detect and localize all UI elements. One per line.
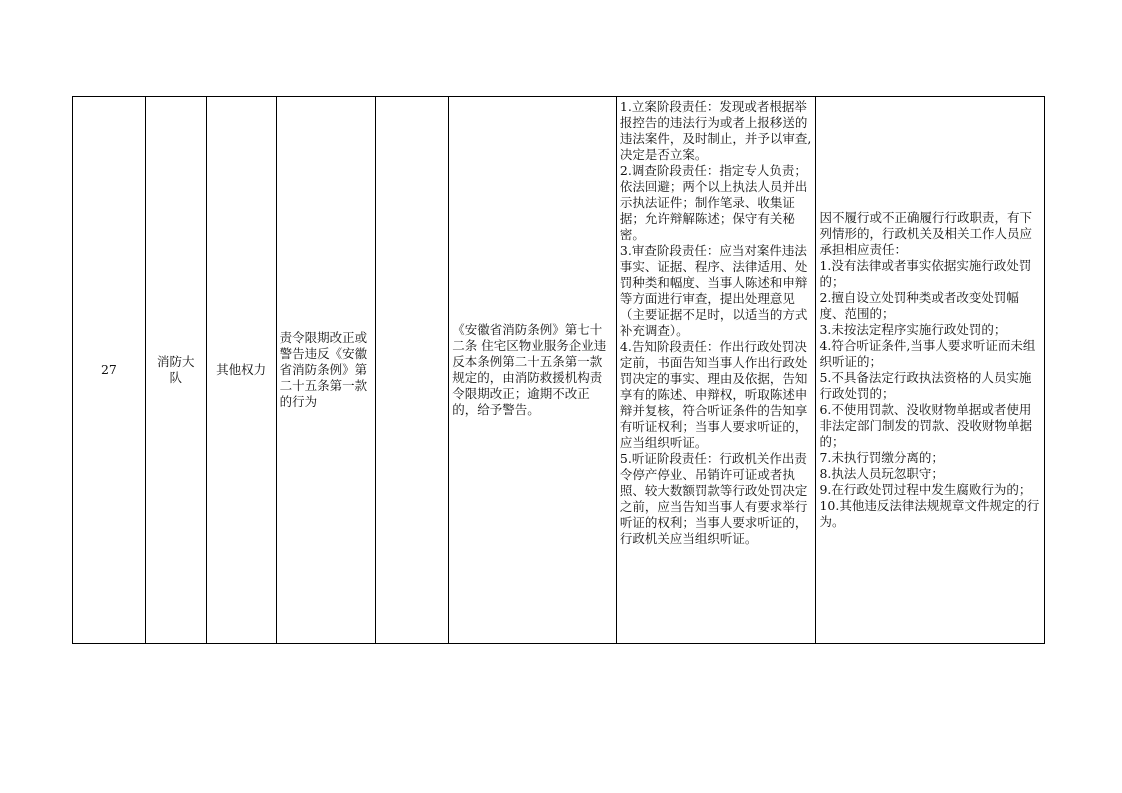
liability-item: 8.执法人员玩忽职守； [819,466,944,481]
liability-list [819,210,1041,530]
responsibility-cell [617,97,817,643]
power-type: 其他权力 [216,362,267,377]
liability-cell [816,97,1044,643]
liability-item: 6.不使用罚款、没收财物单据或者使用非法定部门制发的罚款、没收财物单据的； [819,402,1032,449]
responsibility-list [620,99,813,547]
item-name-cell [277,97,377,643]
responsibility-item: 1.立案阶段责任：发现或者根据举报控告的违法行为或者上报移送的违法案件，及时制止，并予以审查,决定是否立案。 [619,99,812,162]
responsibility-item: 5.听证阶段责任：行政机关作出责令停产停业、吊销许可证或者执照、较大数额罚款等行政处罚决定之前，应当告知当事人有要求举行听证的权利；当事人要求听证的，行政机关应当组织听证。 [619,451,808,546]
department-cell [146,97,207,643]
row-number-cell [73,97,146,643]
liability-item: 7.未执行罚缴分离的； [819,450,944,465]
liability-item: 10.其他违反法律法规规章文件规定的行为。 [819,498,1040,529]
liability-item: 2.擅自设立处罚种类或者改变处罚幅度、范围的； [819,290,1019,321]
liability-item: 1.没有法律或者事实依据实施行政处罚的； [819,258,1032,289]
responsibility-item: 4.告知阶段责任：作出行政处罚决定前，书面告知当事人作出行政处罚决定的事实、理由及依据，告知享有的陈述、申辩权，听取陈述申辩并复核，符合听证条件的告知享有听证权利；当事人要求听证的，应当组织听证。 [619,339,808,450]
liability-intro: 因不履行或不正确履行行政职责，有下列情形的，行政机关及相关工作人员应承担相应责任： [819,210,1032,257]
responsibility-item: 3.审查阶段责任：应当对案件违法事实、证据、程序、法律适用、处罚种类和幅度、当事人陈述和申辩等方面进行审查，提出处理意见（主要证据不足时，以适当的方式补充调查）。 [619,243,808,338]
department-name: 消防大队 [157,354,195,385]
row-number: 27 [100,362,117,377]
responsibility-item: 2.调查阶段责任：指定专人负责；依法回避；两个以上执法人员并出示执法证件；制作笔录、收集证据；允许辩解陈述；保守有关秘密。 [619,163,808,242]
liability-item: 9.在行政处罚过程中发生腐败行为的； [819,482,1032,497]
sub-item-cell [376,97,449,643]
item-name: 责令限期改正或警告违反《安徽省消防条例》第二十五条第一款的行为 [279,330,368,409]
liability-item: 5.不具备法定行政执法资格的人员实施行政处罚的； [819,370,1032,401]
legal-basis: 《安徽省消防条例》第七十二条 住宅区物业服务企业违反本条例第二十五条第一款规定的，由消防救援机构责令限期改正；逾期不改正的，给予警告。 [452,322,607,417]
legal-basis-cell [449,97,617,643]
power-type-cell [207,97,277,643]
liability-item: 4.符合听证条件,当事人要求听证而未组织听证的； [819,338,1036,369]
power-list-table-row [72,96,1045,644]
liability-item: 3.未按法定程序实施行政处罚的； [819,322,1007,337]
